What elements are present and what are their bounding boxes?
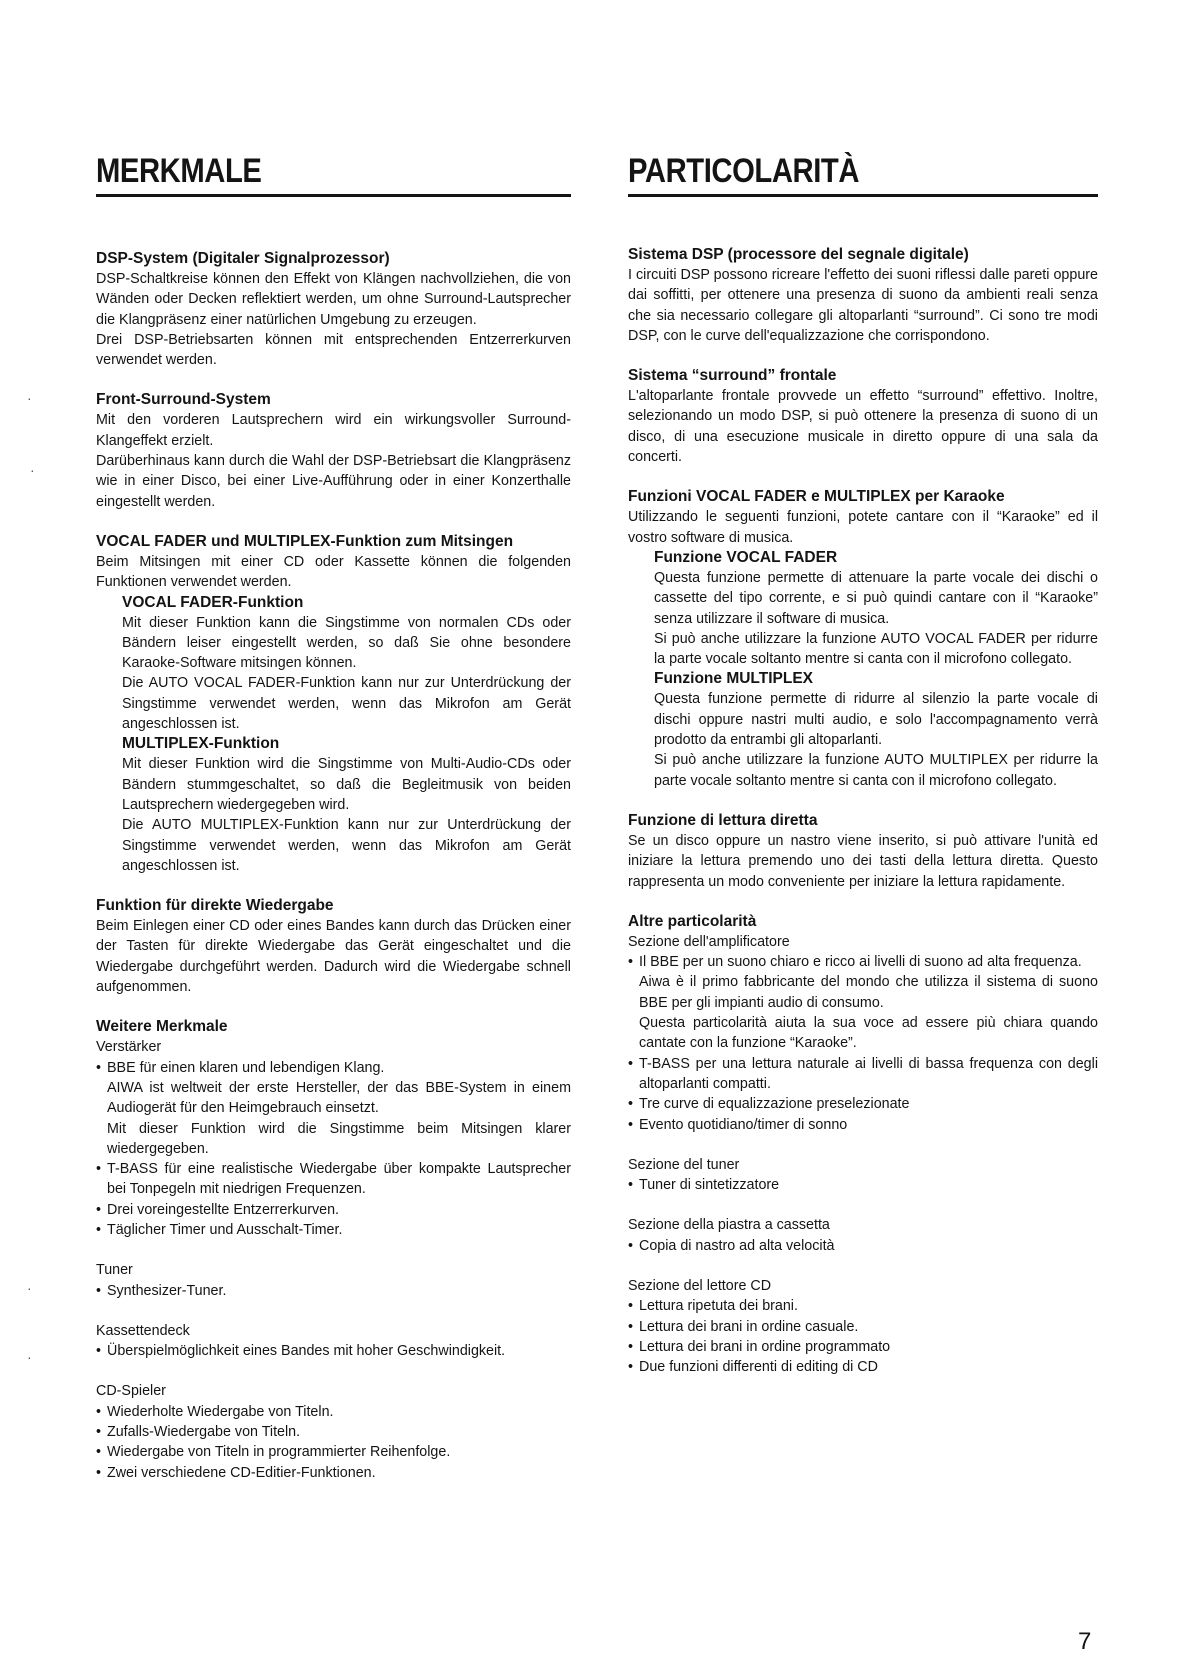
scan-speck: ·: [27, 1349, 32, 1365]
paragraph: Si può anche utilizzare la funzione AUTO VOCAL FADER per ridurre la parte vocale soltanto mentre si canta con il microfono collegato.: [654, 630, 1098, 668]
paragraph: Drei DSP-Betriebsarten können mit entsprechenden Entzerrerkurven verwendet werden.: [96, 331, 571, 369]
feature-list: [96, 1341, 571, 1361]
subsection-title: MULTIPLEX-Funktion: [122, 735, 280, 753]
cd-group: [628, 1276, 1098, 1377]
section-title: Front-Surround-System: [96, 391, 271, 409]
paragraph: L'altoparlante frontale provvede un effetto “surround” effettivo. Inoltre, selezionando un modo DSP, si può ottenere la presenza di suono di un disco, di una esecuzione musicale in diretto oppure di una sala da concerti.: [628, 388, 1098, 466]
page-number: 7: [1078, 1628, 1092, 1655]
list-item: • Zwei verschiedene CD-Editier-Funktionen.: [96, 1463, 571, 1483]
section-karaoke: [628, 487, 1098, 791]
tuner-group: [628, 1155, 1098, 1196]
subsection-title: VOCAL FADER-Funktion: [122, 593, 304, 611]
section-title: Funzioni VOCAL FADER e MULTIPLEX per Karaoke: [628, 488, 1005, 506]
paragraph: Mit den vorderen Lautsprechern wird ein wirkungsvoller Surround-Klangeffekt erzielt.: [96, 412, 571, 449]
scan-speck: ·: [30, 462, 35, 478]
paragraph: Mit dieser Funktion wird die Singstimme beim Mitsingen klarer wiedergegeben.: [107, 1120, 571, 1157]
section-title: Sistema DSP (processore del segnale digitale): [628, 246, 969, 263]
paragraph: DSP-Schaltkreise können den Effekt von Klängen nachvollziehen, die von Wänden oder Decken reflektiert werden, um ohne Surround-Lautsprecher die Klangpräsenz einer natürlichen Umgebung zu erzeugen.: [96, 271, 571, 328]
list-item: • Tre curve di equalizzazione preselezionate: [628, 1094, 1098, 1114]
group-label: Sezione del tuner: [628, 1156, 740, 1173]
feature-list: [628, 1296, 1098, 1377]
section-direct-play: [96, 896, 571, 997]
feature-list: [628, 1236, 1098, 1256]
paragraph: Se un disco oppure un nastro viene inserito, si può attivare l'unità ed iniziare la lettura premendo uno dei tasti della lettura diretta. Questo rappresenta un modo conveniente per iniziare la lettura rapidamente.: [628, 832, 1098, 890]
feature-list: [96, 1281, 571, 1301]
section-title: DSP-System (Digitaler Signalprozessor): [96, 250, 390, 267]
list-item: • BBE für einen klaren und lebendigen Klang.: [96, 1058, 571, 1078]
paragraph: Questa funzione permette di attenuare la parte vocale dei dischi o cassette del tipo corrente, e si può quindi cantare con il “Karaoke” senza utilizzare il software di musica.: [654, 569, 1098, 627]
scan-speck: ·: [27, 1280, 32, 1296]
group-label: Tuner: [96, 1262, 133, 1279]
list-item: • Il BBE per un suono chiaro e ricco ai livelli di suono ad alta frequenza.: [628, 952, 1098, 972]
paragraph: Aiwa è il primo fabbricante del mondo che utilizza il sistema di suono BBE per gli impianti audio di consumo.: [639, 974, 1098, 1011]
feature-list: [96, 1058, 571, 1078]
group-label: CD-Spieler: [96, 1383, 166, 1400]
list-item: • Copia di nastro ad alta velocità: [628, 1236, 1098, 1256]
list-item: • Wiederholte Wiedergabe von Titeln.: [96, 1402, 571, 1422]
list-item: • Lettura dei brani in ordine casuale.: [628, 1317, 1098, 1337]
section-front-surround: [96, 390, 571, 511]
scan-speck: ·: [27, 390, 32, 406]
deck-group: [628, 1215, 1098, 1256]
section-dsp: [628, 245, 1098, 346]
section-title: Funzione di lettura diretta: [628, 811, 818, 829]
paragraph: Questa funzione permette di ridurre al silenzio la parte vocale di dischi oppure nastri multi audio, e solo l'accompagnamento verrà prodotto da entrambi gli altoparlanti.: [654, 691, 1098, 749]
list-item: • Täglicher Timer und Ausschalt-Timer.: [96, 1220, 571, 1240]
heading-rule: [628, 194, 1098, 197]
paragraph: Mit dieser Funktion kann die Singstimme von normalen CDs oder Bändern leiser eingestellt werden, so daß Sie ohne besondere Karaoke-Software mitsingen können.: [122, 614, 571, 672]
amplifier-group: [96, 1037, 571, 1240]
list-item: • Lettura dei brani in ordine programmato: [628, 1337, 1098, 1357]
feature-list: [628, 1175, 1098, 1195]
paragraph: Utilizzando le seguenti funzioni, potete cantare con il “Karaoke” ed il vostro software di musica.: [628, 509, 1098, 546]
list-item: • Due funzioni differenti di editing di CD: [628, 1357, 1098, 1377]
tuner-group: [96, 1260, 571, 1301]
section-front-surround: [628, 366, 1098, 467]
italian-column: [628, 150, 1098, 1397]
section-dsp: [96, 249, 571, 370]
section-title: Altre particolarità: [628, 912, 757, 930]
paragraph: Beim Einlegen einer CD oder eines Bandes kann durch das Drücken einer der Tasten für direkte Wiedergabe das Gerät eingeschaltet und die Wiedergabe durchgeführt werden. Dadurch wird die Wiedergabe schnell aufgenommen.: [96, 918, 571, 996]
paragraph: Darüberhinaus kann durch die Wahl der DSP-Betriebsart die Klangpräsenz wie in einer Disco, bei einer Live-Aufführung oder in einer Konzerthalle eingestellt werden.: [96, 453, 571, 510]
paragraph: Questa particolarità aiuta la sua voce ad essere più chiara quando cantate con la funzione “Karaoke”.: [639, 1015, 1098, 1052]
section-title: Funktion für direkte Wiedergabe: [96, 897, 334, 915]
list-item: • T-BASS für eine realistische Wiedergabe über kompakte Lautsprecher bei Tonpegeln mit niedrigen Frequenzen.: [96, 1159, 571, 1200]
paragraph: Beim Mitsingen mit einer CD oder Kassette können die folgenden Funktionen verwendet werden.: [96, 553, 571, 591]
list-item: • T-BASS per una lettura naturale ai livelli di bassa frequenza con degli altoparlanti compatti.: [628, 1054, 1098, 1095]
group-label: Sezione del lettore CD: [628, 1277, 772, 1294]
list-item: • Drei voreingestellte Entzerrerkurven.: [96, 1200, 571, 1220]
section-more-features: [628, 912, 1098, 1378]
feature-list: [628, 952, 1098, 972]
page-title-merkmale: MERKMALE: [96, 152, 262, 190]
list-item: • Wiedergabe von Titeln in programmierter Reihenfolge.: [96, 1442, 571, 1462]
paragraph: Mit dieser Funktion wird die Singstimme von Multi-Audio-CDs oder Bändern stummgeschaltet, so daß die Begleitmusik von beiden Lautsprechern wiedergegeben wird.: [122, 756, 571, 813]
paragraph: Die AUTO VOCAL FADER-Funktion kann nur zur Unterdrückung der Singstimme verwendet werden, wenn das Mikrofon am Gerät angeschlossen ist.: [122, 675, 571, 733]
feature-list: [628, 1054, 1098, 1135]
page-title-particolarita: PARTICOLARITÀ: [628, 152, 860, 190]
list-item: • Zufalls-Wiedergabe von Titeln.: [96, 1422, 571, 1442]
feature-list: [96, 1159, 571, 1240]
amplifier-group: [628, 932, 1098, 1135]
section-vocal-fader: [96, 532, 571, 876]
list-item: • Evento quotidiano/timer di sonno: [628, 1115, 1098, 1135]
list-item: • Tuner di sintetizzatore: [628, 1175, 1098, 1195]
section-more-features: [96, 1017, 571, 1483]
paragraph: AIWA ist weltweit der erste Hersteller, der das BBE-System in einem Audiogerät für den Heimgebrauch einsetzt.: [107, 1079, 571, 1117]
heading-rule: [96, 194, 571, 197]
paragraph: Die AUTO MULTIPLEX-Funktion kann nur zur Unterdrückung der Singstimme verwendet werden, wenn das Mikrofon am Gerät angeschlossen ist.: [122, 817, 571, 874]
subsection-title: Funzione MULTIPLEX: [654, 670, 814, 688]
list-item: • Synthesizer-Tuner.: [96, 1281, 571, 1301]
group-label: Sezione della piastra a cassetta: [628, 1217, 830, 1234]
german-column: [96, 150, 571, 1503]
cd-group: [96, 1381, 571, 1482]
section-direct-play: [628, 811, 1098, 892]
subsection-title: Funzione VOCAL FADER: [654, 548, 838, 566]
paragraph: I circuiti DSP possono ricreare l'effetto dei suoni riflessi dalle pareti oppure dai soffitti, per ottenere una presenza di suono da ambienti reali senza che sia necessario collegare gli altoparlanti “surround”. Ci sono tre modi DSP, con le curve dell'equalizzazione che corrispondono.: [628, 267, 1098, 344]
list-item: • Lettura ripetuta dei brani.: [628, 1296, 1098, 1316]
section-title: Weitere Merkmale: [96, 1018, 228, 1036]
deck-group: [96, 1321, 571, 1362]
feature-list: [96, 1402, 571, 1483]
list-item: • Überspielmöglichkeit eines Bandes mit hoher Geschwindigkeit.: [96, 1341, 571, 1361]
section-title: VOCAL FADER und MULTIPLEX-Funktion zum Mitsingen: [96, 532, 514, 550]
group-label: Sezione dell'amplificatore: [628, 933, 790, 950]
paragraph: Si può anche utilizzare la funzione AUTO MULTIPLEX per ridurre la parte vocale soltanto mentre si canta con il microfono collegato.: [654, 752, 1098, 789]
section-title: Sistema “surround” frontale: [628, 367, 837, 385]
group-label: Kassettendeck: [96, 1322, 190, 1339]
group-label: Verstärker: [96, 1039, 162, 1056]
